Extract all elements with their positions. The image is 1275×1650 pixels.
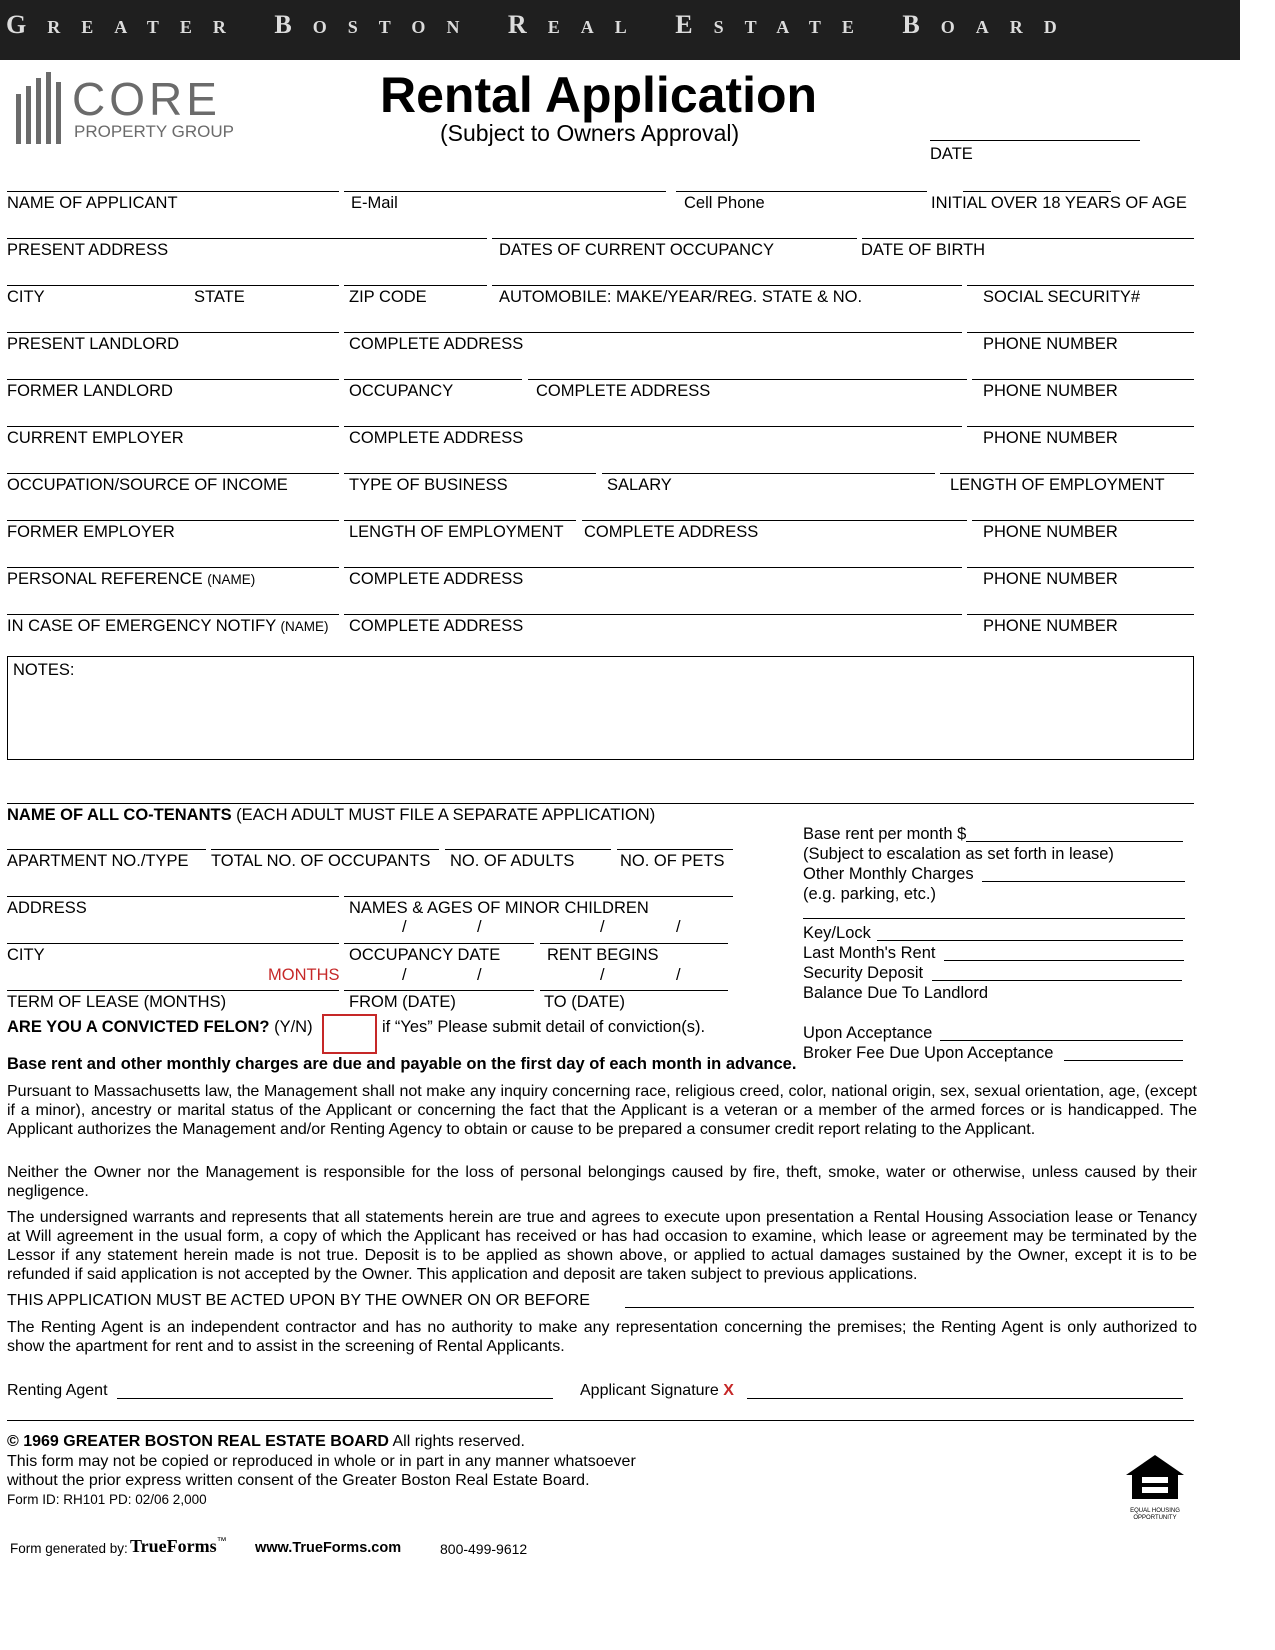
- present-landlord-label: PRESENT LANDLORD: [7, 335, 180, 353]
- term-label: TERM OF LEASE (MONTHS): [7, 993, 227, 1011]
- lower-address-line[interactable]: [7, 896, 339, 897]
- renting-agent-paragraph: The Renting Agent is an independent contractor and has no authority to make any representation concerning the premises; the Renting Agent is only authorized to show the apartment for rent and to assist in the screening of Rental Applicants.: [7, 1319, 1197, 1355]
- notes-label: NOTES:: [13, 661, 75, 679]
- former-employer-phone-label: PHONE NUMBER: [983, 523, 1118, 541]
- felon-answer-box[interactable]: [322, 1014, 377, 1054]
- applicant-name-label: NAME OF APPLICANT: [7, 194, 178, 212]
- personal-ref-text: PERSONAL REFERENCE: [7, 570, 203, 588]
- type-business-label: TYPE OF BUSINESS: [349, 476, 508, 494]
- logo-bars-icon: [16, 72, 72, 144]
- trueforms-phone: 800-499-9612: [440, 1541, 528, 1557]
- broker-fee-line[interactable]: [1064, 1060, 1183, 1061]
- last-month-label: Last Month's Rent: [803, 944, 936, 962]
- emergency-name-note: (NAME): [280, 619, 329, 634]
- copyright-bold: © 1969 GREATER BOSTON REAL ESTATE BOARD: [7, 1433, 389, 1450]
- email-line[interactable]: [344, 191, 666, 192]
- city-state-line[interactable]: [7, 285, 339, 286]
- felon-question-bold: ARE YOU A CONVICTED FELON?: [7, 1018, 270, 1036]
- from-slash-2: /: [477, 966, 482, 984]
- personal-ref-phone-line[interactable]: [967, 567, 1194, 568]
- personal-ref-label: [7, 570, 255, 589]
- equal-housing-icon: [1120, 1453, 1190, 1503]
- felon-note: if “Yes” Please submit detail of conviction(s).: [382, 1018, 706, 1036]
- personal-ref-name-note: (NAME): [207, 572, 256, 587]
- cotenants-label: [7, 806, 655, 825]
- logo-name: CORE: [72, 73, 221, 125]
- balance-label: Balance Due To Landlord: [803, 984, 988, 1002]
- to-slash-2: /: [676, 966, 681, 984]
- applicant-signature-line[interactable]: [747, 1398, 1183, 1399]
- dates-occupancy-line[interactable]: [492, 238, 857, 239]
- length-employment-label: LENGTH OF EMPLOYMENT: [950, 476, 1165, 494]
- cell-phone-line[interactable]: [676, 191, 927, 192]
- term-line[interactable]: [7, 990, 339, 991]
- current-employer-line[interactable]: [7, 426, 339, 427]
- former-employer-address-line[interactable]: [582, 520, 967, 521]
- former-landlord-phone-label: PHONE NUMBER: [983, 382, 1118, 400]
- cotenants-line[interactable]: [7, 803, 1194, 804]
- former-landlord-phone-line[interactable]: [972, 379, 1194, 380]
- personal-ref-line[interactable]: [7, 567, 339, 568]
- emergency-address-line[interactable]: [344, 614, 962, 615]
- other-charges-label: Other Monthly Charges: [803, 865, 974, 883]
- key-lock-label: Key/Lock: [803, 924, 871, 942]
- former-length-line[interactable]: [344, 520, 576, 521]
- applicant-name-line[interactable]: [7, 191, 339, 192]
- rent-begins-slash-1: /: [600, 918, 605, 936]
- rent-begins-label: RENT BEGINS: [547, 946, 659, 964]
- length-employment-line[interactable]: [940, 473, 1194, 474]
- cell-phone-label: Cell Phone: [684, 194, 765, 212]
- copy-notice-1: This form may not be copied or reproduced in whole or in part in any manner whatsoever: [7, 1453, 636, 1470]
- escalation-note: (Subject to escalation as set forth in lease): [803, 845, 1114, 863]
- equal-housing-logo: [1120, 1453, 1190, 1521]
- dob-label: DATE OF BIRTH: [861, 241, 986, 259]
- signature-x-mark: X: [723, 1382, 734, 1399]
- copyright-rights: All rights reserved.: [392, 1433, 525, 1450]
- occ-date-label: OCCUPANCY DATE: [349, 946, 501, 964]
- current-employer-address-line[interactable]: [344, 426, 962, 427]
- from-slash-1: /: [402, 966, 407, 984]
- copy-notice-2: without the prior express written consent of the Greater Boston Real Estate Board.: [7, 1472, 590, 1489]
- date-line[interactable]: [930, 140, 1140, 141]
- security-deposit-label: Security Deposit: [803, 964, 924, 982]
- fair-housing-paragraph: Pursuant to Massachusetts law, the Management shall not make any inquiry concerning race, religious creed, color, national origin, sex, sexual orientation, age, (except if a minor), ancestry or marital status of the Applicant or concerning the fact that the Applicant is a veteran or a member of the armed forces or is handicapped. The Applicant authorizes the Management and/or Renting Agency to obtain or cause to be prepared a consumer credit report relating to the Applicant.: [7, 1083, 1197, 1138]
- other-charges-line-2[interactable]: [803, 918, 1185, 919]
- occupation-label: OCCUPATION/SOURCE OF INCOME: [7, 476, 288, 494]
- present-landlord-address-line[interactable]: [344, 332, 962, 333]
- adults-line[interactable]: [445, 849, 611, 850]
- board-banner: [0, 0, 1240, 60]
- to-date-label: TO (DATE): [544, 993, 625, 1011]
- notes-box[interactable]: [7, 656, 1194, 760]
- former-length-label: LENGTH OF EMPLOYMENT: [349, 523, 564, 541]
- dates-occupancy-label: DATES OF CURRENT OCCUPANCY: [499, 241, 775, 259]
- upon-acceptance-line[interactable]: [940, 1040, 1183, 1041]
- former-employer-line[interactable]: [7, 520, 339, 521]
- other-charges-line[interactable]: [982, 881, 1185, 882]
- pets-label: NO. OF PETS: [620, 852, 725, 870]
- cotenants-note: (EACH ADULT MUST FILE A SEPARATE APPLICATION): [236, 806, 656, 824]
- trueforms-tm: ™: [216, 1536, 227, 1547]
- lower-city-label: CITY: [7, 946, 45, 964]
- months-label: MONTHS: [268, 966, 340, 984]
- date-label: DATE: [930, 145, 973, 163]
- cotenants-bold: NAME OF ALL CO-TENANTS: [7, 806, 232, 824]
- trueforms-name: TrueForms: [130, 1536, 217, 1556]
- present-landlord-line[interactable]: [7, 332, 339, 333]
- last-month-line[interactable]: [944, 960, 1184, 961]
- logo-tagline: PROPERTY GROUP: [74, 122, 234, 141]
- rent-begins-slash-2: /: [676, 918, 681, 936]
- auto-label: AUTOMOBILE: MAKE/YEAR/REG. STATE & NO.: [499, 288, 863, 306]
- to-date-line[interactable]: [540, 990, 728, 991]
- former-occupancy-label: OCCUPANCY: [349, 382, 454, 400]
- felon-yn: (Y/N): [274, 1018, 313, 1036]
- former-landlord-address-line[interactable]: [528, 379, 967, 380]
- former-occupancy-line[interactable]: [344, 379, 522, 380]
- salary-line[interactable]: [602, 473, 935, 474]
- acted-upon-label: THIS APPLICATION MUST BE ACTED UPON BY THE OWNER ON OR BEFORE: [7, 1292, 590, 1309]
- present-landlord-phone-label: PHONE NUMBER: [983, 335, 1118, 353]
- initial-line[interactable]: [963, 191, 1111, 192]
- occupation-line[interactable]: [7, 473, 339, 474]
- ssn-label: SOCIAL SECURITY#: [983, 288, 1141, 306]
- email-label: E-Mail: [351, 194, 398, 212]
- current-employer-label: CURRENT EMPLOYER: [7, 429, 184, 447]
- due-line: Base rent and other monthly charges are due and payable on the first day of each month in advance.: [7, 1055, 797, 1073]
- security-deposit-line[interactable]: [932, 980, 1182, 981]
- company-logo: [16, 72, 234, 144]
- renting-agent-signature-line[interactable]: [117, 1398, 553, 1399]
- current-employer-address-label: COMPLETE ADDRESS: [349, 429, 524, 447]
- page-subtitle: (Subject to Owners Approval): [440, 120, 740, 146]
- applicant-signature-text: Applicant Signature: [580, 1382, 719, 1399]
- former-employer-label: FORMER EMPLOYER: [7, 523, 175, 541]
- zip-label: ZIP CODE: [349, 288, 427, 306]
- broker-fee-label: Broker Fee Due Upon Acceptance: [803, 1044, 1054, 1062]
- emergency-line[interactable]: [7, 614, 339, 615]
- state-label: STATE: [194, 288, 245, 306]
- adults-label: NO. OF ADULTS: [450, 852, 575, 870]
- dob-line[interactable]: [862, 238, 1194, 239]
- current-employer-phone-label: PHONE NUMBER: [983, 429, 1118, 447]
- applicant-signature-label: [580, 1382, 734, 1400]
- occ-date-line[interactable]: [344, 943, 534, 944]
- current-employer-phone-line[interactable]: [967, 426, 1194, 427]
- former-landlord-line[interactable]: [7, 379, 339, 380]
- generated-by: Form generated by:: [10, 1541, 128, 1556]
- present-address-label: PRESENT ADDRESS: [7, 241, 169, 259]
- lower-address-label: ADDRESS: [7, 899, 87, 917]
- salary-label: SALARY: [607, 476, 672, 494]
- emergency-label: [7, 617, 329, 636]
- minors-line[interactable]: [344, 896, 733, 897]
- banner-text: Greater Boston Real Estate Board: [6, 10, 1078, 39]
- present-landlord-phone-line[interactable]: [967, 332, 1194, 333]
- personal-ref-address-line[interactable]: [344, 567, 962, 568]
- acted-upon-line[interactable]: [625, 1307, 1194, 1308]
- copyright-line: [7, 1433, 525, 1451]
- present-landlord-address-label: COMPLETE ADDRESS: [349, 335, 524, 353]
- occ-date-slash-2: /: [477, 918, 482, 936]
- lower-city-line[interactable]: [7, 943, 339, 944]
- former-employer-address-label: COMPLETE ADDRESS: [584, 523, 759, 541]
- ssn-line[interactable]: [967, 285, 1194, 286]
- occ-date-slash-1: /: [402, 918, 407, 936]
- from-date-line[interactable]: [344, 990, 534, 991]
- total-occupants-label: TOTAL NO. OF OCCUPANTS: [211, 852, 431, 870]
- former-landlord-label: FORMER LANDLORD: [7, 382, 173, 400]
- emergency-address-label: COMPLETE ADDRESS: [349, 617, 524, 635]
- key-lock-line[interactable]: [877, 940, 1183, 941]
- total-occupants-line[interactable]: [211, 849, 439, 850]
- rent-begins-line[interactable]: [540, 943, 728, 944]
- liability-paragraph: Neither the Owner nor the Management is responsible for the loss of personal belongings caused by fire, theft, smoke, water or otherwise, unless caused by their negligence.: [7, 1164, 1197, 1200]
- personal-ref-address-label: COMPLETE ADDRESS: [349, 570, 524, 588]
- footer-divider: [7, 1420, 1194, 1421]
- apt-line[interactable]: [7, 849, 206, 850]
- to-slash-1: /: [600, 966, 605, 984]
- felon-question: [7, 1018, 313, 1037]
- city-label: CITY: [7, 288, 45, 306]
- former-landlord-address-label: COMPLETE ADDRESS: [536, 382, 711, 400]
- from-date-label: FROM (DATE): [349, 993, 456, 1011]
- auto-line[interactable]: [492, 285, 962, 286]
- minors-label: NAMES & AGES OF MINOR CHILDREN: [349, 899, 649, 917]
- type-business-line[interactable]: [344, 473, 596, 474]
- form-id: Form ID: RH101 PD: 02/06 2,000: [7, 1492, 207, 1507]
- equal-housing-text: EQUAL HOUSING OPPORTUNITY: [1130, 1508, 1180, 1521]
- upon-acceptance-label: Upon Acceptance: [803, 1024, 933, 1042]
- present-address-line[interactable]: [7, 238, 487, 239]
- trueforms-url[interactable]: www.TrueForms.com: [255, 1540, 402, 1556]
- zip-line[interactable]: [344, 285, 487, 286]
- pets-line[interactable]: [617, 849, 733, 850]
- warranty-paragraph: The undersigned warrants and represents that all statements herein are true and agrees to execute upon presentation a Rental Housing Association lease or Tenancy at Will agreement in the usual form, a copy of which the Applicant has received or has had occasion to examine, which lease or agreement may be terminated by the Lessor if any statement herein made is not true. Deposit is to be applied as shown above, or applied to actual damages sustained by the Owner, except it is to be refunded if said application is not accepted by the Owner. This application and deposit are taken subject to previous applications.: [7, 1209, 1197, 1283]
- emergency-text: IN CASE OF EMERGENCY NOTIFY: [7, 617, 276, 635]
- personal-ref-phone-label: PHONE NUMBER: [983, 570, 1118, 588]
- emergency-phone-label: PHONE NUMBER: [983, 617, 1118, 635]
- trueforms-brand: [130, 1536, 227, 1557]
- other-charges-eg: (e.g. parking, etc.): [803, 885, 936, 903]
- former-employer-phone-line[interactable]: [972, 520, 1194, 521]
- renting-agent-label: Renting Agent: [7, 1382, 108, 1399]
- initial-label: INITIAL OVER 18 YEARS OF AGE: [931, 194, 1187, 212]
- base-rent-label: Base rent per month $: [803, 825, 967, 843]
- apt-label: APARTMENT NO./TYPE: [7, 852, 189, 870]
- emergency-phone-line[interactable]: [967, 614, 1194, 615]
- page-title: Rental Application: [380, 67, 818, 123]
- base-rent-line[interactable]: [966, 841, 1183, 842]
